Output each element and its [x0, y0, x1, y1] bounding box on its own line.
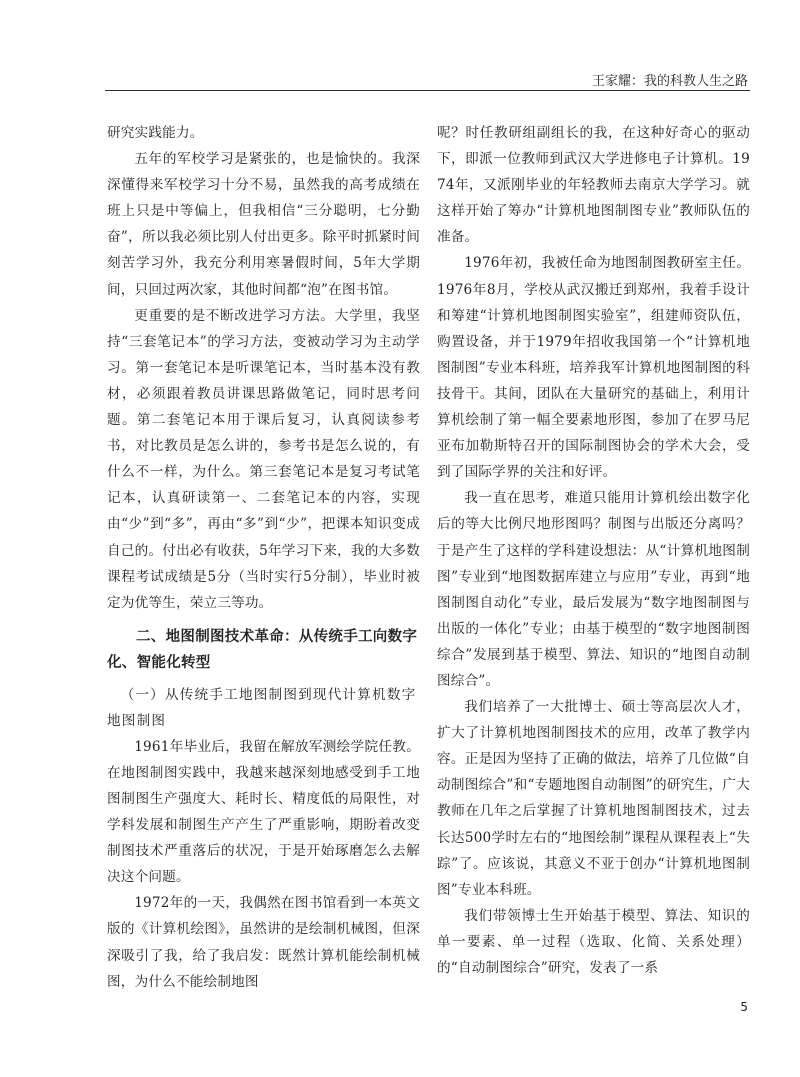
right-column	[437, 120, 750, 981]
header-title: 王家耀：我的科教人生之路	[591, 74, 748, 89]
subsection-heading: （一）从传统手工地图制图到现代计算机数字地图制图	[107, 686, 417, 729]
paragraph: 1961年毕业后，我留在解放军测绘学院任教。在地图制图实践中，我越来越深刻地感受到手工地图制图生产强度大、耗时长、精度低的局限性，对学科发展和制图生产产生了严重影响，期盼着改变制图技术严重落后的状况，于是开始琢磨怎么去解决这个问题。	[107, 738, 420, 886]
running-header	[105, 62, 750, 91]
paragraph: 1976年初，我被任命为地图制图教研室主任。1976年8月，学校从武汉搬迁到郑州，我着手设计和筹建“计算机地图制图实验室”，组建师资队伍，购置设备，并于1979年招收我国第一个“计算机地图制图”专业本科班，培养我军计算机地图制图的科技骨干。其间，团队在大量研究的基础上，利用计算机绘制了第一幅全要素地形图，参加了在罗马尼亚布加勒斯特召开的国际制图协会的学术大会，受到了国际学界的关注和好评。	[437, 255, 750, 481]
paragraph: 1972年的一天，我偶然在图书馆看到一本英文版的《计算机绘图》，虽然讲的是绘制机械图，但深深吸引了我，给了我启发：既然计算机能绘制机械图，为什么不能绘制地图	[107, 895, 420, 990]
paragraph: 研究实践能力。	[107, 125, 204, 141]
paragraph: 更重要的是不断改进学习方法。大学里，我坚持“三套笔记本”的学习方法，变被动学习为主动学习。第一套笔记本是听课笔记本，当时基本没有教材，必须跟着教员讲课思路做笔记，同时思考问题。第二套笔记本用于课后复习，认真阅读参考书，对比教员是怎么讲的，参考书是怎么说的，有什么不一样，为什么。第三套笔记本是复习考试笔记本，认真研读第一、二套笔记本的内容，实现由“少”到“多”，再由“多”到“少”，把课本知识变成自己的。付出必有收获，5年学习下来，我的大多数课程考试成绩是5分（当时实行5分制），毕业时被定为优等生，荣立三等功。	[107, 307, 420, 611]
paragraph: 我们培养了一大批博士、硕士等高层次人才，扩大了计算机地图制图技术的应用，改革了教学内容。正是因为坚持了正确的做法，培养了几位做“自动制图综合”和“专题地图自动制图”的研究生，广大教师在几年之后掌握了计算机地图制图技术，过去长达500学时左右的“地图绘制”课程从课程表上“失踪”了。应该说，其意义不亚于创办“计算机地图制图”专业本科班。	[437, 699, 750, 898]
page-number: 5	[740, 1000, 748, 1014]
paragraph: 我一直在思考，难道只能用计算机绘出数字化后的等大比例尺地形图吗？制图与出版还分离吗？于是产生了这样的学科建设想法：从“计算机地图制图”专业到“地图数据库建立与应用”专业，再到“地图制图自动化”专业，最后发展为“数字地图制图与出版的一体化”专业；由基于模型的“数字地图制图综合”发展到基于模型、算法、知识的“地图自动制图综合”。	[437, 490, 750, 689]
paragraph: 我们带领博士生开始基于模型、算法、知识的单一要素、单一过程（选取、化简、关系处理）的“自动制图综合”研究，发表了一系	[437, 907, 750, 976]
left-column	[107, 120, 420, 995]
paragraph: 呢？时任教研组副组长的我，在这种好奇心的驱动下，即派一位教师到武汉大学进修电子计算机。1974年，又派刚毕业的年轻教师去南京大学学习。就这样开始了筹办“计算机地图制图专业”教师队伍的准备。	[437, 125, 750, 246]
paragraph: 五年的军校学习是紧张的，也是愉快的。我深深懂得来军校学习十分不易，虽然我的高考成绩在班上只是中等偏上，但我相信“三分聪明，七分勤奋”，所以我必须比别人付出更多。除平时抓紧时间刻苦学习外，我充分利用寒暑假时间，5年大学期间，只回过两次家，其他时间都“泡”在图书馆。	[107, 151, 420, 298]
section-heading: 二、地图制图技术革命：从传统手工向数字化、智能化转型	[107, 628, 418, 671]
